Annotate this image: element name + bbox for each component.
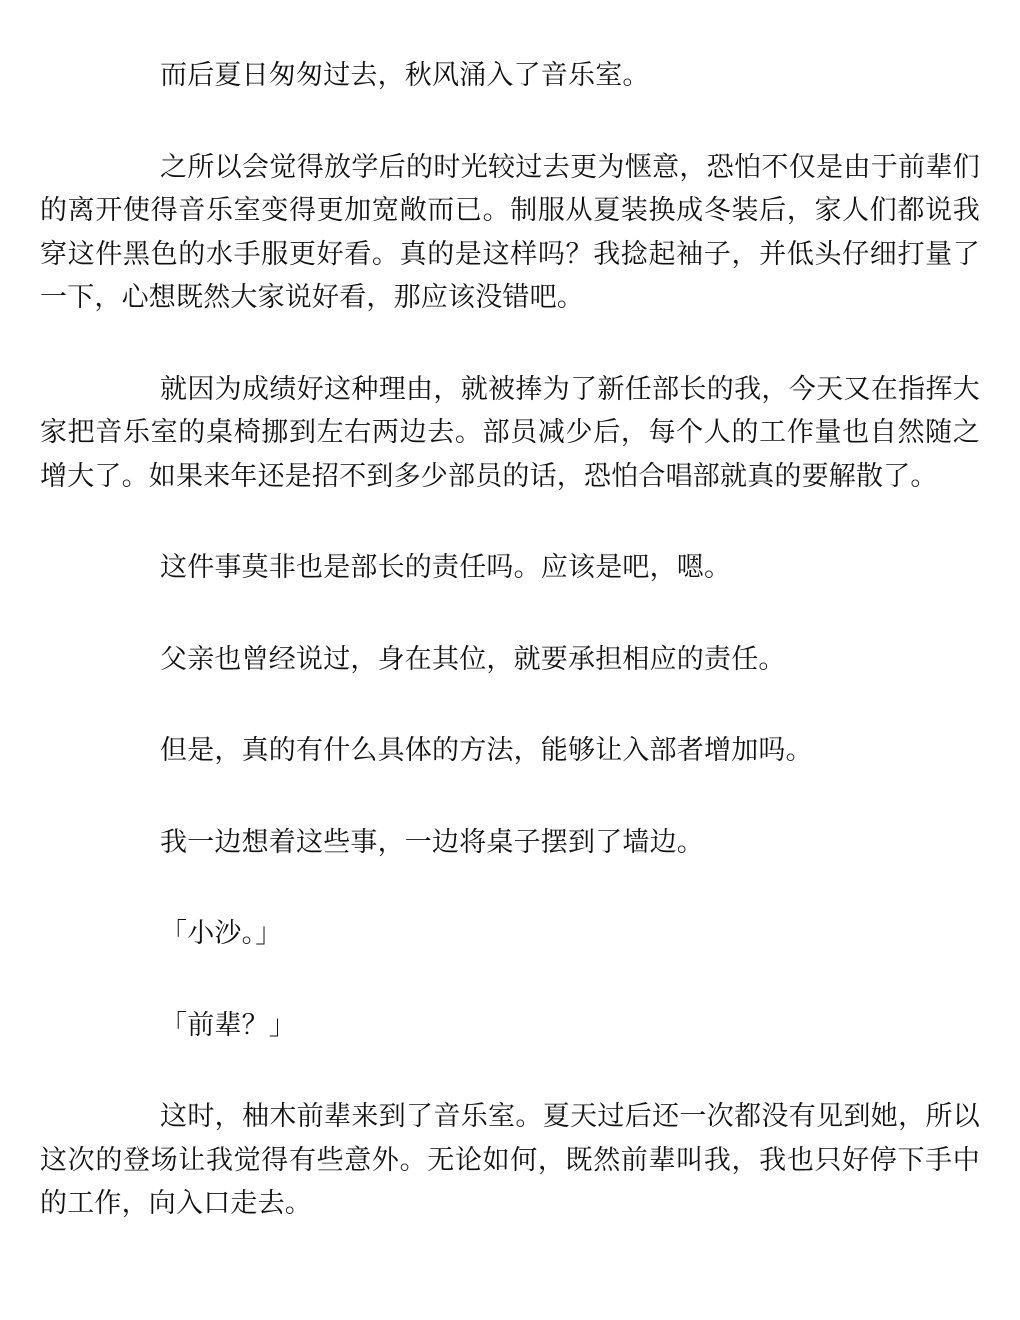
dialogue-line-2: 「前辈？」: [160, 1009, 296, 1041]
paragraph-7: 我一边想着这些事，一边将桌子摆到了墙边。: [160, 826, 704, 858]
paragraph-4: 这件事莫非也是部长的责任吗。应该是吧，嗯。: [160, 552, 732, 583]
paragraph-5: 父亲也曾经说过，身在其位，就要承担相应的责任。: [160, 643, 786, 675]
dialogue-line-1: 「小沙。」: [160, 918, 283, 949]
paragraph-2: 之所以会觉得放学后的时光较过去更为惬意，恐怕不仅是由于前辈们的离开使得音乐室变得更加宽敞而已。制服从夏装换成冬装后，家人们都说我穿这件黑色的水手服更好看。真的是这样吗？我捻起袖子，并低头仔细打量了一下，心想既然大家说好看，那应该没错吧。: [40, 151, 980, 313]
paragraph-3: 就因为成绩好这种理由，就被捧为了新任部长的我，今天又在指挥大家把音乐室的桌椅挪到左右两边去。部员减少后，每个人的工作量也自然随之增大了。如果来年还是招不到多少部员的话，恐怕合唱部就真的要解散了。: [40, 373, 980, 492]
paragraph-8: 这时，柚木前辈来到了音乐室。夏天过后还一次都没有见到她，所以这次的登场让我觉得有些意外。无论如何，既然前辈叫我，我也只好停下手中的工作，向入口走去。: [40, 1101, 980, 1219]
paragraph-6: 但是，真的有什么具体的方法，能够让入部者增加吗。: [160, 735, 813, 766]
paragraph-1: 而后夏日匆匆过去，秋风涌入了音乐室。: [160, 60, 650, 91]
document-page: [40, 54, 980, 1226]
